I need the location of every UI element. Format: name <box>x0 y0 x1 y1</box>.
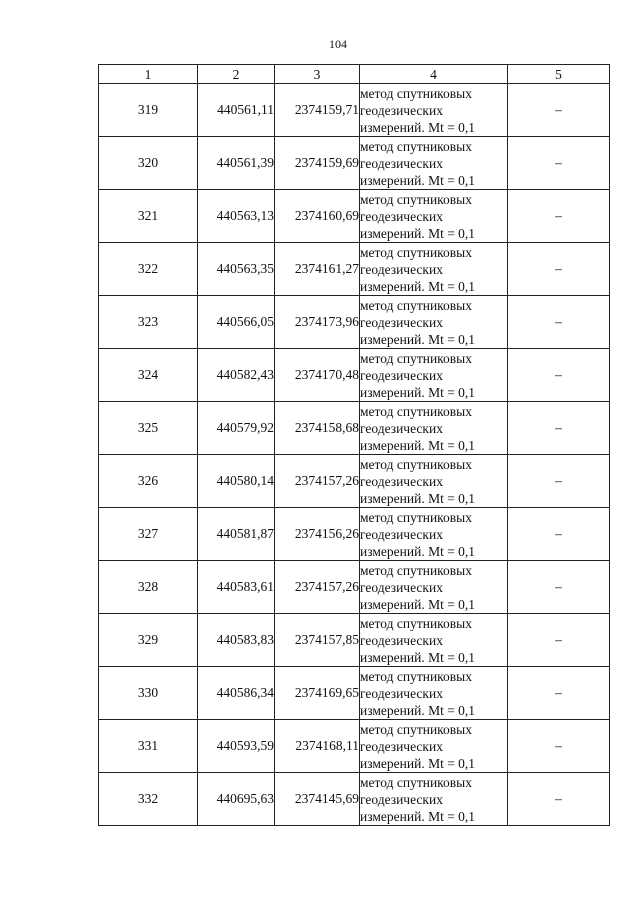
method-line: метод спутниковых <box>360 244 472 260</box>
method-line: измерений. Mt = 0,1 <box>360 172 476 188</box>
y-coordinate-cell: 2374159,69 <box>275 137 360 190</box>
column-header-2: 2 <box>198 65 275 84</box>
table-row <box>99 614 610 667</box>
note-cell: – <box>508 84 610 137</box>
method-line: измерений. Mt = 0,1 <box>360 119 476 135</box>
y-coordinate-cell: 2374157,26 <box>275 455 360 508</box>
y-coordinate-cell: 2374169,65 <box>275 667 360 720</box>
x-coordinate-cell: 440561,11 <box>198 84 275 137</box>
method-line: измерений. Mt = 0,1 <box>360 755 476 771</box>
note-cell: – <box>508 508 610 561</box>
method-line: геодезических <box>360 632 443 648</box>
method-line: метод спутниковых <box>360 721 472 737</box>
note-cell: – <box>508 720 610 773</box>
table-row <box>99 508 610 561</box>
column-header-1: 1 <box>99 65 198 84</box>
method-line: геодезических <box>360 579 443 595</box>
method-line: метод спутниковых <box>360 85 472 101</box>
point-number-cell: 329 <box>99 614 198 667</box>
table-row <box>99 84 610 137</box>
table-row <box>99 667 610 720</box>
coordinates-table <box>98 64 610 826</box>
method-cell <box>360 190 508 243</box>
x-coordinate-cell: 440593,59 <box>198 720 275 773</box>
point-number-cell: 322 <box>99 243 198 296</box>
page-number: 104 <box>329 37 347 51</box>
method-line: геодезических <box>360 420 443 436</box>
method-line: измерений. Mt = 0,1 <box>360 278 476 294</box>
method-line: геодезических <box>360 526 443 542</box>
point-number-cell: 321 <box>99 190 198 243</box>
method-line: измерений. Mt = 0,1 <box>360 331 476 347</box>
column-header-4: 4 <box>360 65 508 84</box>
x-coordinate-cell: 440582,43 <box>198 349 275 402</box>
note-cell: – <box>508 667 610 720</box>
y-coordinate-cell: 2374158,68 <box>275 402 360 455</box>
method-line: метод спутниковых <box>360 774 472 790</box>
method-line: метод спутниковых <box>360 668 472 684</box>
method-line: метод спутниковых <box>360 350 472 366</box>
method-line: геодезических <box>360 473 443 489</box>
point-number-cell: 328 <box>99 561 198 614</box>
y-coordinate-cell: 2374157,26 <box>275 561 360 614</box>
x-coordinate-cell: 440583,83 <box>198 614 275 667</box>
method-cell <box>360 349 508 402</box>
method-line: геодезических <box>360 155 443 171</box>
method-line: метод спутниковых <box>360 562 472 578</box>
x-coordinate-cell: 440561,39 <box>198 137 275 190</box>
method-line: метод спутниковых <box>360 615 472 631</box>
method-cell <box>360 508 508 561</box>
method-cell <box>360 84 508 137</box>
method-line: геодезических <box>360 208 443 224</box>
table-row <box>99 349 610 402</box>
table-body <box>99 84 610 826</box>
point-number-cell: 325 <box>99 402 198 455</box>
table-row <box>99 402 610 455</box>
method-line: метод спутниковых <box>360 456 472 472</box>
point-number-cell: 327 <box>99 508 198 561</box>
point-number-cell: 330 <box>99 667 198 720</box>
method-line: геодезических <box>360 314 443 330</box>
y-coordinate-cell: 2374160,69 <box>275 190 360 243</box>
note-cell: – <box>508 402 610 455</box>
note-cell: – <box>508 296 610 349</box>
note-cell: – <box>508 243 610 296</box>
x-coordinate-cell: 440586,34 <box>198 667 275 720</box>
table-header-row <box>99 65 610 84</box>
note-cell: – <box>508 455 610 508</box>
x-coordinate-cell: 440563,13 <box>198 190 275 243</box>
y-coordinate-cell: 2374159,71 <box>275 84 360 137</box>
method-line: измерений. Mt = 0,1 <box>360 808 476 824</box>
y-coordinate-cell: 2374161,27 <box>275 243 360 296</box>
method-line: метод спутниковых <box>360 297 472 313</box>
method-line: геодезических <box>360 685 443 701</box>
table-row <box>99 561 610 614</box>
method-line: измерений. Mt = 0,1 <box>360 649 476 665</box>
y-coordinate-cell: 2374170,48 <box>275 349 360 402</box>
table-row <box>99 243 610 296</box>
method-cell <box>360 402 508 455</box>
table-row <box>99 720 610 773</box>
method-line: геодезических <box>360 102 443 118</box>
x-coordinate-cell: 440566,05 <box>198 296 275 349</box>
point-number-cell: 320 <box>99 137 198 190</box>
x-coordinate-cell: 440563,35 <box>198 243 275 296</box>
note-cell: – <box>508 190 610 243</box>
point-number-cell: 331 <box>99 720 198 773</box>
point-number-cell: 326 <box>99 455 198 508</box>
y-coordinate-cell: 2374156,26 <box>275 508 360 561</box>
note-cell: – <box>508 137 610 190</box>
method-line: измерений. Mt = 0,1 <box>360 543 476 559</box>
point-number-cell: 323 <box>99 296 198 349</box>
table-row <box>99 137 610 190</box>
method-line: измерений. Mt = 0,1 <box>360 596 476 612</box>
y-coordinate-cell: 2374168,11 <box>275 720 360 773</box>
method-cell <box>360 243 508 296</box>
y-coordinate-cell: 2374173,96 <box>275 296 360 349</box>
point-number-cell: 332 <box>99 773 198 826</box>
method-cell <box>360 137 508 190</box>
method-line: измерений. Mt = 0,1 <box>360 702 476 718</box>
point-number-cell: 319 <box>99 84 198 137</box>
x-coordinate-cell: 440579,92 <box>198 402 275 455</box>
method-line: измерений. Mt = 0,1 <box>360 225 476 241</box>
method-line: измерений. Mt = 0,1 <box>360 490 476 506</box>
method-line: метод спутниковых <box>360 138 472 154</box>
method-line: метод спутниковых <box>360 191 472 207</box>
x-coordinate-cell: 440581,87 <box>198 508 275 561</box>
y-coordinate-cell: 2374157,85 <box>275 614 360 667</box>
note-cell: – <box>508 773 610 826</box>
table-row <box>99 190 610 243</box>
method-cell <box>360 614 508 667</box>
x-coordinate-cell: 440695,63 <box>198 773 275 826</box>
point-number-cell: 324 <box>99 349 198 402</box>
note-cell: – <box>508 349 610 402</box>
method-line: измерений. Mt = 0,1 <box>360 384 476 400</box>
x-coordinate-cell: 440580,14 <box>198 455 275 508</box>
table-row <box>99 455 610 508</box>
column-header-5: 5 <box>508 65 610 84</box>
method-cell <box>360 720 508 773</box>
method-line: геодезических <box>360 261 443 277</box>
column-header-3: 3 <box>275 65 360 84</box>
method-cell <box>360 296 508 349</box>
method-cell <box>360 773 508 826</box>
method-line: измерений. Mt = 0,1 <box>360 437 476 453</box>
note-cell: – <box>508 561 610 614</box>
table-row <box>99 296 610 349</box>
table-row <box>99 773 610 826</box>
method-line: геодезических <box>360 791 443 807</box>
method-cell <box>360 667 508 720</box>
x-coordinate-cell: 440583,61 <box>198 561 275 614</box>
y-coordinate-cell: 2374145,69 <box>275 773 360 826</box>
method-cell <box>360 561 508 614</box>
note-cell: – <box>508 614 610 667</box>
method-cell <box>360 455 508 508</box>
method-line: метод спутниковых <box>360 403 472 419</box>
method-line: метод спутниковых <box>360 509 472 525</box>
method-line: геодезических <box>360 367 443 383</box>
method-line: геодезических <box>360 738 443 754</box>
